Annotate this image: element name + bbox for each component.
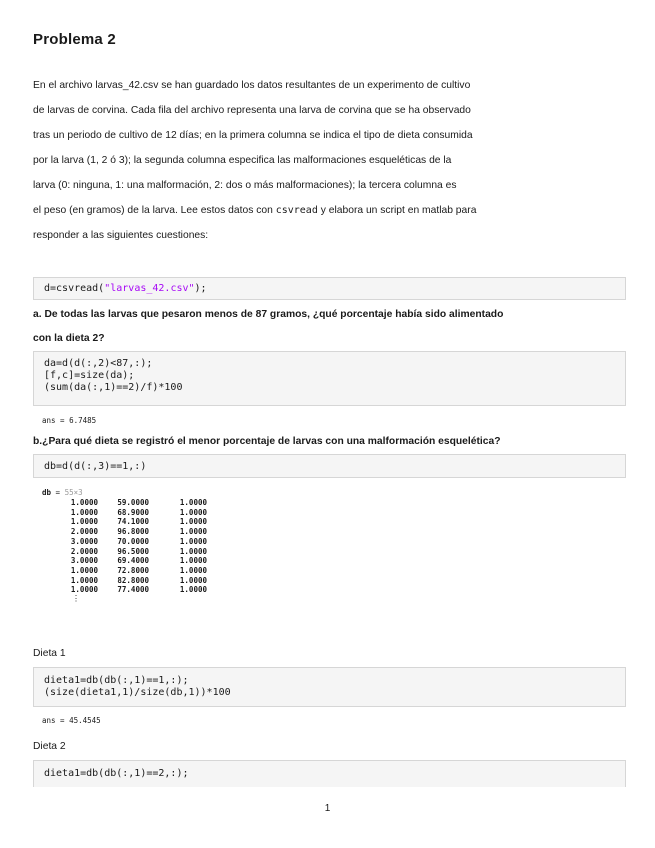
matrix-cell: 1.0000 bbox=[70, 575, 98, 585]
intro-line: tras un periodo de cultivo de 12 días; en la primera columna se indica el tipo de dieta consumida bbox=[33, 130, 473, 141]
intro-text: y elabora un script en matlab para bbox=[320, 205, 477, 216]
output-eq: = bbox=[51, 488, 65, 497]
intro-paragraph bbox=[33, 73, 633, 248]
question-a-line1: a. De todas las larvas que pesaron menos de 87 gramos, ¿qué porcentaje había sido alimentado bbox=[33, 309, 504, 320]
matrix-row bbox=[56, 537, 207, 547]
matrix-cell: 1.0000 bbox=[70, 507, 98, 517]
code-text: d=csvread( bbox=[44, 283, 105, 294]
matrix-cell: 96.8000 bbox=[117, 527, 149, 537]
matrix-row bbox=[56, 566, 207, 576]
output-matrix bbox=[56, 498, 207, 595]
code-line: (sum(da(:,1)==2)/f)*100 bbox=[44, 382, 183, 393]
matrix-row bbox=[56, 556, 207, 566]
intro-line: larva (0: ninguna, 1: una malformación, 2: dos o más malformaciones); la tercera columna es bbox=[33, 180, 457, 191]
question-b: b.¿Para qué dieta se registró el menor porcentaje de larvas con una malformación esquelética? bbox=[33, 436, 501, 447]
matrix-row bbox=[56, 576, 207, 586]
intro-line: por la larva (1, 2 ó 3); la segunda columna especifica las malformaciones esqueléticas de la bbox=[33, 155, 452, 166]
matrix-cell: 1.0000 bbox=[179, 546, 207, 556]
intro-line: responder a las siguientes cuestiones: bbox=[33, 230, 209, 241]
matrix-cell: 1.0000 bbox=[179, 575, 207, 585]
output-b-header bbox=[42, 488, 83, 497]
matrix-row bbox=[56, 498, 207, 508]
code-block-dieta2 bbox=[33, 760, 626, 787]
matrix-row bbox=[56, 508, 207, 518]
code-line: da=d(d(:,2)<87,:); bbox=[44, 358, 153, 369]
code-line: dieta1=db(db(:,1)==2,:); bbox=[44, 768, 189, 779]
matrix-cell: 1.0000 bbox=[70, 585, 98, 595]
matrix-cell: 1.0000 bbox=[179, 536, 207, 546]
output-dims: 55×3 bbox=[64, 488, 83, 497]
matrix-cell: 1.0000 bbox=[179, 556, 207, 566]
code-line: (size(dieta1,1)/size(db,1))*100 bbox=[44, 687, 231, 698]
matrix-cell: 68.9000 bbox=[117, 507, 149, 517]
matrix-cell: 3.0000 bbox=[70, 536, 98, 546]
intro-line: de larvas de corvina. Cada fila del archivo representa una larva de corvina que se ha observado bbox=[33, 105, 471, 116]
matrix-cell: 2.0000 bbox=[70, 527, 98, 537]
code-block-a bbox=[33, 351, 626, 406]
matrix-cell: 3.0000 bbox=[70, 556, 98, 566]
output-varname: db bbox=[42, 488, 52, 497]
code-line: [f,c]=size(da); bbox=[44, 370, 135, 381]
matrix-row bbox=[56, 527, 207, 537]
dieta1-label: Dieta 1 bbox=[33, 648, 66, 659]
ellipsis-dot: ⋮ bbox=[72, 594, 80, 603]
code-string: "larvas_42.csv" bbox=[104, 283, 195, 294]
matrix-cell: 1.0000 bbox=[70, 498, 98, 507]
code-block-dieta1 bbox=[33, 667, 626, 707]
matrix-cell: 1.0000 bbox=[70, 517, 98, 527]
matrix-cell: 2.0000 bbox=[70, 546, 98, 556]
matrix-cell: 69.4000 bbox=[117, 556, 149, 566]
matrix-cell: 82.8000 bbox=[117, 575, 149, 585]
matrix-cell: 70.0000 bbox=[117, 536, 149, 546]
dieta2-label: Dieta 2 bbox=[33, 741, 66, 752]
page-title: Problema 2 bbox=[33, 31, 116, 48]
question-a-line2: con la dieta 2? bbox=[33, 333, 105, 344]
matrix-cell: 1.0000 bbox=[179, 507, 207, 517]
code-line: db=d(d(:,3)==1,:) bbox=[44, 461, 147, 472]
output-a: ans = 6.7485 bbox=[42, 416, 97, 425]
matrix-cell: 96.5000 bbox=[117, 546, 149, 556]
code-line: dieta1=db(db(:,1)==1,:); bbox=[44, 675, 189, 686]
code-block-b bbox=[33, 454, 626, 478]
intro-line bbox=[33, 198, 633, 223]
page-number: 1 bbox=[324, 803, 331, 814]
code-text: ); bbox=[194, 283, 207, 294]
matrix-row bbox=[56, 547, 207, 557]
matrix-cell: 1.0000 bbox=[179, 498, 207, 507]
matrix-cell: 74.1000 bbox=[117, 517, 149, 527]
matrix-row bbox=[56, 517, 207, 527]
matrix-cell: 59.0000 bbox=[117, 498, 149, 507]
vertical-ellipsis bbox=[72, 596, 80, 602]
matrix-cell: 1.0000 bbox=[70, 565, 98, 575]
code-block-read bbox=[33, 277, 626, 300]
matrix-cell: 77.4000 bbox=[117, 585, 149, 595]
matrix-cell: 1.0000 bbox=[179, 527, 207, 537]
matrix-cell: 72.8000 bbox=[117, 565, 149, 575]
output-dieta1: ans = 45.4545 bbox=[42, 716, 101, 725]
matrix-cell: 1.0000 bbox=[179, 585, 207, 595]
intro-line: En el archivo larvas_42.csv se han guardado los datos resultantes de un experimento de cultivo bbox=[33, 80, 471, 91]
inline-code-csvread: csvread bbox=[275, 205, 318, 216]
matrix-cell: 1.0000 bbox=[179, 517, 207, 527]
matrix-cell: 1.0000 bbox=[179, 565, 207, 575]
intro-text: el peso (en gramos) de la larva. Lee estos datos con bbox=[33, 205, 273, 216]
code-line bbox=[44, 283, 615, 295]
